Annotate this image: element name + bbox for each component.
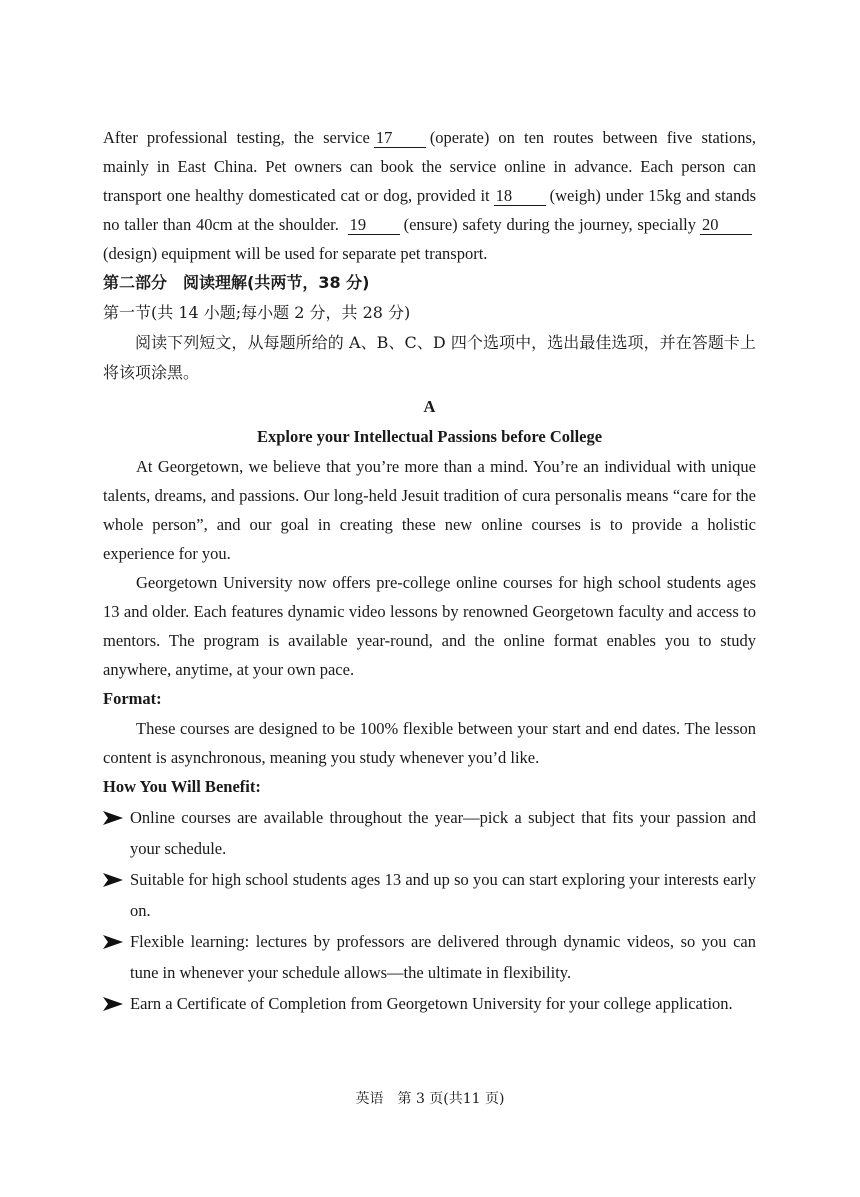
part-two-title: 第二部分 阅读理解(共两节，38 分) [103,273,370,292]
benefit-list [103,802,756,1019]
benefit-item [103,926,756,988]
passage-title: Explore your Intellectual Passions before College [256,427,603,446]
section-one-title: 第一节(共 14 小题;每小题 2 分，共 28 分) [103,303,411,322]
arrowhead-bullet-icon [103,935,123,949]
reading-instructions: 阅读下列短文，从每题所给的 A、B、C、D 四个选项中，选出最佳选项，并在答题卡上将该项涂黑。 [103,333,756,382]
arrowhead-bullet-icon [103,873,123,887]
arrowhead-bullet-icon [103,811,123,825]
cloze-text: (operate) on ten routes between five stations, mainly in East China. Pet owners can book the service online in advance. Each person can transport one healthy domesticated cat or dog, provided it [103,128,757,205]
cloze-text: After professional testing, the service [103,128,370,147]
blank-17: 17 [374,129,426,148]
cloze-text: (ensure) safety during the journey, specially [403,215,696,234]
blank-19: 19 [348,216,400,235]
benefit-item [103,802,756,864]
benefit-text: Flexible learning: lectures by professors are delivered through dynamic videos, so you can tune in whenever your schedule allows—the ultimate in flexibility. [130,932,756,982]
cloze-text: (design) equipment will be used for separate pet transport. [103,244,488,263]
cloze-paragraph [103,123,756,268]
passage-paragraph-1: At Georgetown, we believe that you’re more than a mind. You’re an individual with unique talents, dreams, and passions. Our long-held Jesuit tradition of cura personalis means “care for the whole person”, and our goal in creating these new online courses is to provide a holistic experience for you. [103,457,756,563]
benefit-text: Earn a Certificate of Completion from Georgetown University for your college application. [130,994,733,1013]
benefit-item [103,988,756,1019]
blank-18: 18 [494,187,546,206]
benefit-text: Online courses are available throughout the year—pick a subject that fits your passion and your schedule. [130,808,756,858]
passage-paragraph-2: Georgetown University now offers pre-college online courses for high school students ages 13 and older. Each features dynamic video lessons by renowned Georgetown faculty and access to mentors. The program is available year-round, and the online format enables you to study anywhere, anytime, at your own pace. [103,573,756,679]
cloze-text: (weigh) under 15kg and stands no taller than 40cm at the shoulder. [103,186,756,234]
benefit-heading: How You Will Benefit: [103,777,261,796]
benefit-item [103,864,756,926]
arrowhead-bullet-icon [103,997,123,1011]
page-footer: 英语 第 3 页(共11 页) [355,1091,505,1107]
benefit-text: Suitable for high school students ages 13 and up so you can start exploring your interests early on. [130,870,756,920]
page-content [103,123,756,1019]
format-text: These courses are designed to be 100% flexible between your start and end dates. The lesson content is asynchronous, meaning you study whenever you’d like. [103,719,756,767]
passage-letter: A [423,397,436,416]
blank-20: 20 [700,216,752,235]
format-heading: Format: [103,689,162,708]
